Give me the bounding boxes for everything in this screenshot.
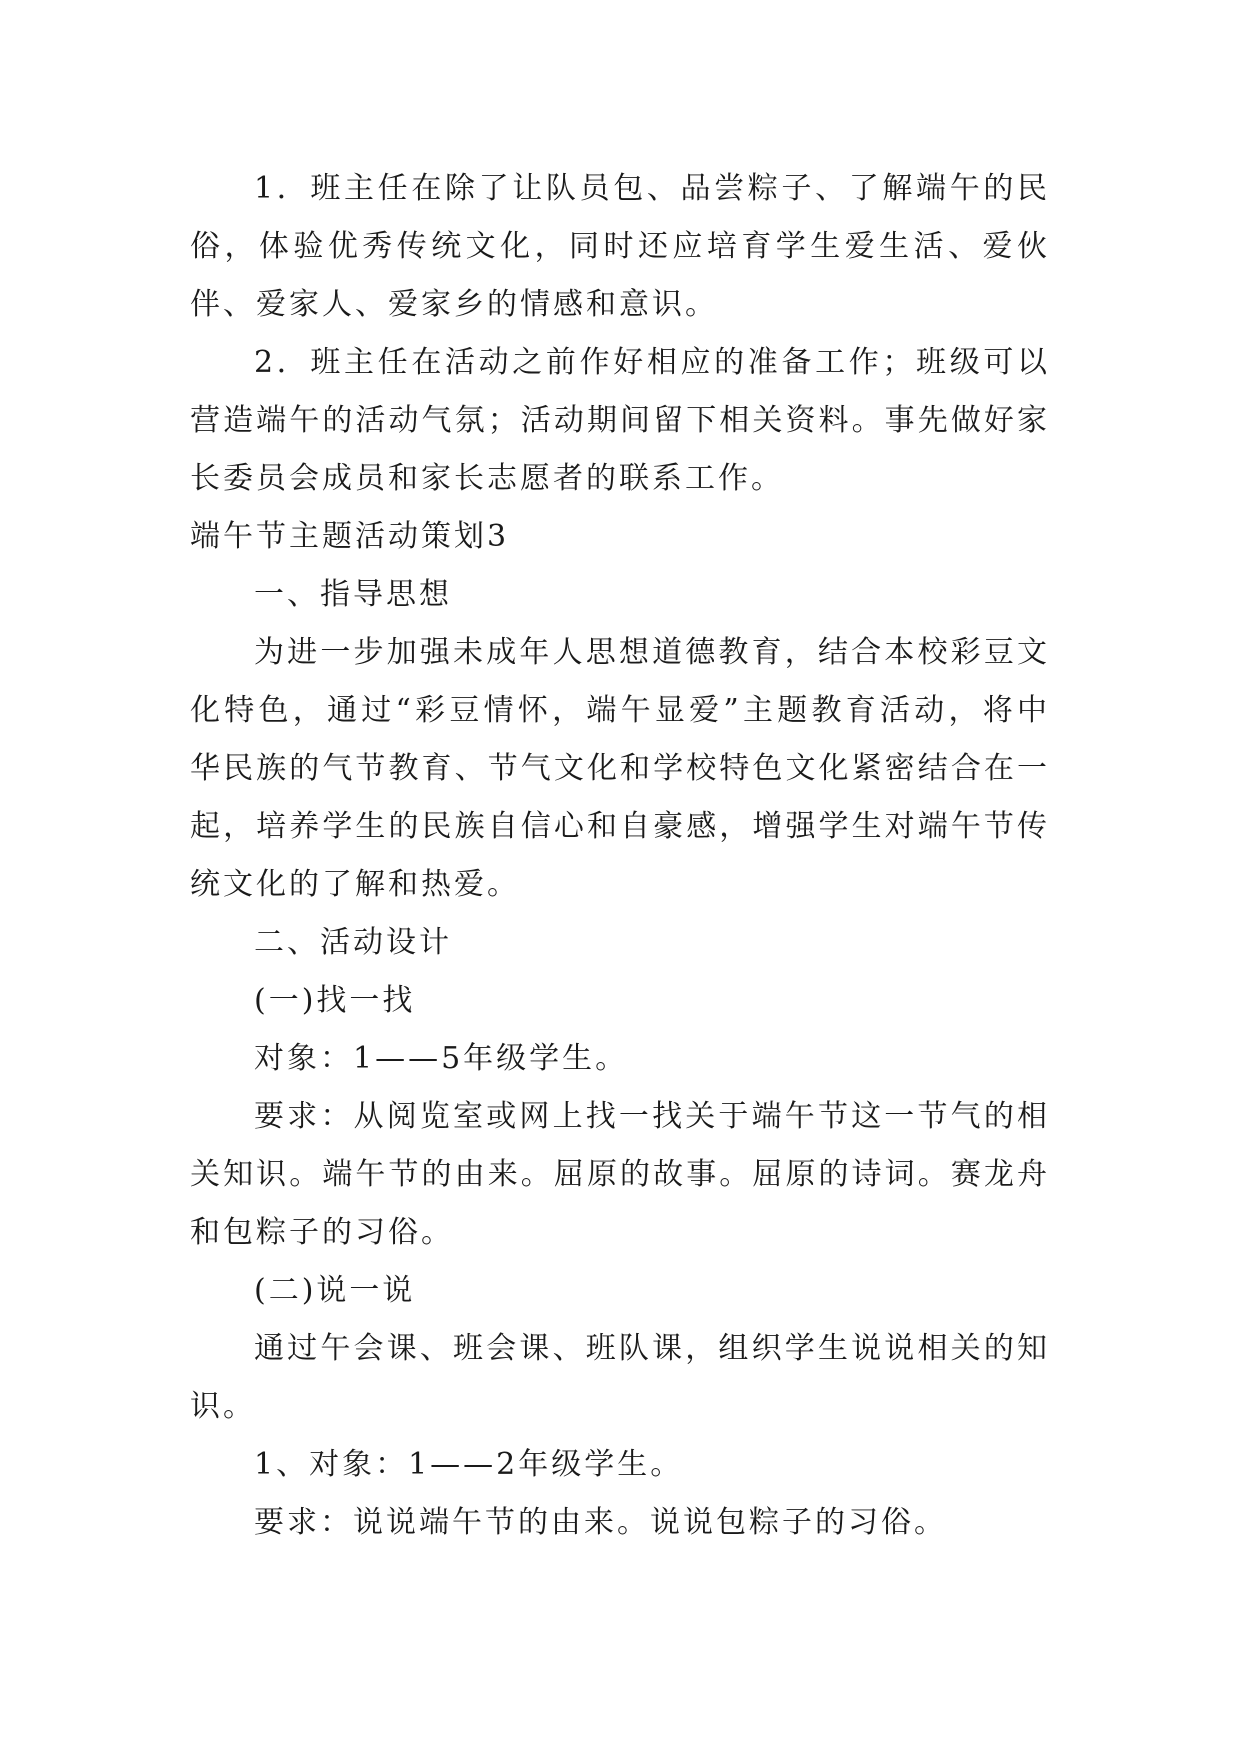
document-body — [190, 160, 1050, 1552]
section-title: 端午节主题活动策划3 — [190, 519, 510, 554]
heading-activity-design: 二、活动设计 — [254, 925, 452, 960]
paragraph-speak-requirement: 要求：说说端午节的由来。说说包粽子的习俗。 — [254, 1505, 947, 1540]
paragraph-find-requirement: 要求：从阅览室或网上找一找关于端午节这一节气的相关知识。端午节的由来。屈原的故事。屈原的诗词。赛龙舟和包粽子的习俗。 — [190, 1099, 1050, 1250]
heading-find: (一)找一找 — [254, 983, 416, 1018]
paragraph-speak-target: 1、对象：1——2年级学生。 — [254, 1447, 684, 1482]
paragraph-find-target: 对象：1——5年级学生。 — [254, 1041, 629, 1076]
heading-guiding-thought: 一、指导思想 — [254, 577, 452, 612]
paragraph-speak-method: 通过午会课、班会课、班队课，组织学生说说相关的知识。 — [190, 1331, 1050, 1424]
paragraph-guiding-thought: 为进一步加强未成年人思想道德教育，结合本校彩豆文化特色，通过“彩豆情怀，端午显爱”主题教育活动，将中华民族的气节教育、节气文化和学校特色文化紧密结合在一起，培养学生的民族自信心和自豪感，增强学生对端午节传统文化的了解和热爱。 — [190, 635, 1050, 902]
heading-speak: (二)说一说 — [254, 1273, 416, 1308]
paragraph-preparation: 2．班主任在活动之前作好相应的准备工作；班级可以营造端午的活动气氛；活动期间留下相关资料。事先做好家长委员会成员和家长志愿者的联系工作。 — [190, 345, 1050, 496]
paragraph-teacher-role: 1．班主任在除了让队员包、品尝粽子、了解端午的民俗，体验优秀传统文化，同时还应培育学生爱生活、爱伙伴、爱家人、爱家乡的情感和意识。 — [190, 171, 1050, 322]
